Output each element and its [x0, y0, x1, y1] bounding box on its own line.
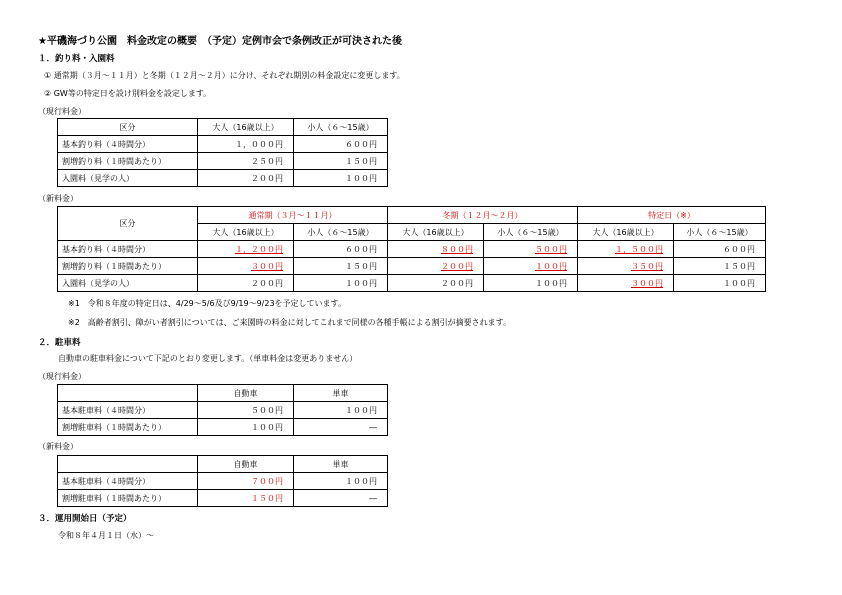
- child-fee: １００円: [294, 170, 388, 187]
- row-label: 基本釣り料（４時間分）: [58, 241, 198, 258]
- new-parking-label: （新料金）: [38, 442, 78, 451]
- section1-heading: １．釣り料・入園料: [38, 54, 115, 64]
- header-child: 小人（６～15歳）: [294, 119, 388, 136]
- footnote-1: ※1 令和８年度の特定日は、4/29～5/6及び9/19～9/23を予定しています。: [68, 299, 346, 308]
- fee: １５０円: [294, 258, 388, 275]
- section1-note1: ① 通常期（３月～１１月）と冬期（１２月～２月）に分け、それぞれ期別の料金設定に変更します。: [44, 71, 405, 80]
- header-kubun: 区分: [58, 119, 198, 136]
- header-adult: 大人（16歳以上）: [198, 224, 294, 241]
- header-car: 自動車: [198, 385, 294, 402]
- header-adult: 大人（16歳以上）: [388, 224, 484, 241]
- period-special: 特定日（※）: [578, 207, 766, 224]
- fee-changed: ３５０円: [578, 258, 674, 275]
- header-car: 自動車: [198, 456, 294, 473]
- adult-fee: ２５０円: [198, 153, 294, 170]
- current-parking-label: （現行料金）: [38, 372, 86, 381]
- fee: ６００円: [674, 241, 766, 258]
- table-row: [58, 473, 388, 490]
- new-fee-label: （新料金）: [38, 194, 78, 203]
- header-child: 小人（６～15歳）: [294, 224, 388, 241]
- header-motorcycle: 単車: [294, 385, 388, 402]
- header-adult: 大人（16歳以上）: [578, 224, 674, 241]
- table-row: [58, 419, 388, 436]
- fee-changed: ３００円: [578, 275, 674, 292]
- fee: １５０円: [674, 258, 766, 275]
- section1-note2: ② GW等の特定日を設け別料金を設定します。: [44, 89, 212, 98]
- motorcycle-fee: ―: [294, 419, 388, 436]
- start-date: 令和８年４月１日（水）～: [58, 531, 154, 540]
- fee-changed: １，２００円: [198, 241, 294, 258]
- table-row: [58, 153, 388, 170]
- fee: １００円: [674, 275, 766, 292]
- motorcycle-fee: ―: [294, 490, 388, 507]
- row-label: 割増駐車料（１時間あたり）: [58, 419, 198, 436]
- period-regular: 通常期（３月～１１月）: [198, 207, 388, 224]
- fee: ６００円: [294, 241, 388, 258]
- car-fee-changed: １５０円: [198, 490, 294, 507]
- header-blank: [58, 385, 198, 402]
- new-fishing-fee-table: [57, 206, 766, 292]
- row-label: 割増駐車料（１時間あたり）: [58, 490, 198, 507]
- row-label: 基本釣り料（４時間分）: [58, 136, 198, 153]
- fee-changed: ５００円: [484, 241, 578, 258]
- new-parking-table: [57, 455, 388, 507]
- period-winter: 冬期（１２月～２月）: [388, 207, 578, 224]
- header-adult: 大人（16歳以上）: [198, 119, 294, 136]
- row-label: 割増釣り料（１時間あたり）: [58, 153, 198, 170]
- motorcycle-fee: １００円: [294, 473, 388, 490]
- car-fee-changed: ７００円: [198, 473, 294, 490]
- table-row: [58, 170, 388, 187]
- current-parking-table: [57, 384, 388, 436]
- header-child: 小人（６～15歳）: [484, 224, 578, 241]
- adult-fee: ２００円: [198, 170, 294, 187]
- table-row: [58, 136, 388, 153]
- current-fee-label: （現行料金）: [38, 107, 86, 116]
- fee: ２００円: [198, 275, 294, 292]
- row-label: 基本駐車料（４時間分）: [58, 402, 198, 419]
- header-child: 小人（６～15歳）: [674, 224, 766, 241]
- footnote-2: ※2 高齢者割引、障がい者割引については、ご来園時の料金に対してこれまで同様の各種手帳による割引が摘要されます。: [68, 318, 511, 327]
- table-row: [58, 258, 766, 275]
- fee: １００円: [484, 275, 578, 292]
- fee-changed: ２００円: [388, 258, 484, 275]
- section2-heading: ２．駐車料: [38, 338, 81, 348]
- adult-fee: １，０００円: [198, 136, 294, 153]
- section2-note: 自動車の駐車料金について下記のとおり変更します。（単車料金は変更ありません）: [58, 354, 358, 363]
- child-fee: ６００円: [294, 136, 388, 153]
- row-label: 割増釣り料（１時間あたり）: [58, 258, 198, 275]
- header-kubun: 区分: [58, 207, 198, 241]
- car-fee: ５００円: [198, 402, 294, 419]
- motorcycle-fee: １００円: [294, 402, 388, 419]
- table-row: [58, 275, 766, 292]
- table-row: [58, 402, 388, 419]
- child-fee: １５０円: [294, 153, 388, 170]
- fee-changed: １，５００円: [578, 241, 674, 258]
- table-row: [58, 490, 388, 507]
- fee: ２００円: [388, 275, 484, 292]
- row-label: 入園料（見学の人）: [58, 275, 198, 292]
- row-label: 入園料（見学の人）: [58, 170, 198, 187]
- fee-changed: １００円: [484, 258, 578, 275]
- header-motorcycle: 単車: [294, 456, 388, 473]
- current-fishing-fee-table: [57, 118, 388, 187]
- row-label: 基本駐車料（４時間分）: [58, 473, 198, 490]
- fee: １００円: [294, 275, 388, 292]
- car-fee: １００円: [198, 419, 294, 436]
- fee-changed: ８００円: [388, 241, 484, 258]
- table-row: [58, 241, 766, 258]
- section3-heading: ３．運用開始日（予定）: [38, 514, 132, 524]
- document-title: ★平磯海づり公園 料金改定の概要 （予定）定例市会で条例改正が可決された後: [38, 36, 402, 47]
- fee-changed: ３００円: [198, 258, 294, 275]
- header-blank: [58, 456, 198, 473]
